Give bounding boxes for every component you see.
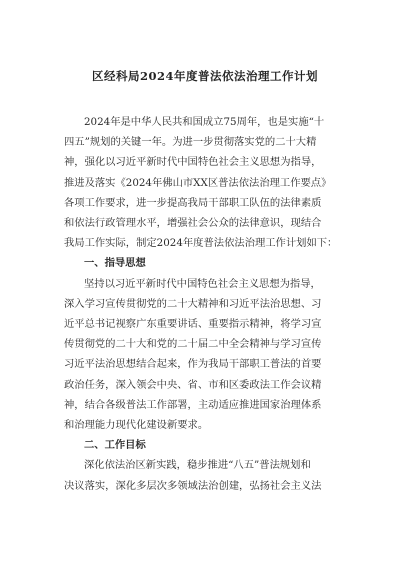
intro-line: 我局工作实际，制定2024年度普法依法治理工作计划如下： xyxy=(64,237,338,250)
section1-line: 近平总书记视察广东重要讲话、重要指示精神，将学习宣 xyxy=(64,318,322,331)
intro-line: 和依法行政管理水平，增强社会公众的法律意识，现结合 xyxy=(64,217,322,230)
section-heading-guiding-ideology: 一、指导思想 xyxy=(84,257,146,270)
section-heading-work-goals: 二、工作目标 xyxy=(84,439,146,452)
intro-line: 神，强化以习近平新时代中国特色社会主义思想为指导， xyxy=(64,156,322,169)
section1-line: 传贯彻党的二十大和党的二十届二中全会精神与学习宣传 xyxy=(64,338,322,351)
intro-line: 四五”规划的关键一年。为进一步贯彻落实党的二十大精 xyxy=(64,136,317,149)
section1-line: 深入学习宣传贯彻党的二十大精神和习近平法治思想、习 xyxy=(64,297,322,310)
section1-line: 神，结合各级普法工作部署，主动适应推进国家治理体系 xyxy=(64,398,322,411)
document-title: 区经科局2024年度普法依法治理工作计划 xyxy=(91,69,318,83)
intro-line: 推进及落实《2024年佛山市XX区普法依法治理工作要点》 xyxy=(64,176,332,189)
section1-line: 坚持以习近平新时代中国特色社会主义思想为指导， xyxy=(84,277,321,290)
section1-line: 和治理能力现代化建设新要求。 xyxy=(64,419,209,432)
section1-line: 政治任务，深入领会中央、省、市和区委政法工作会议精 xyxy=(64,378,322,391)
section2-line: 深化依法治区新实践，稳步推进“八五”普法规划和 xyxy=(84,459,311,472)
section2-line: 决议落实，深化多层次多领域法治创建，弘扬社会主义法 xyxy=(64,479,322,492)
intro-line: 各项工作要求，进一步提高我局干部职工队伍的法律素质 xyxy=(64,196,322,209)
document-body xyxy=(64,112,354,496)
intro-line: 2024年是中华人民共和国成立75周年，也是实施“十 xyxy=(84,116,325,128)
section1-line: 习近平法治思想结合起来，作为我局干部职工普法的首要 xyxy=(64,358,322,371)
